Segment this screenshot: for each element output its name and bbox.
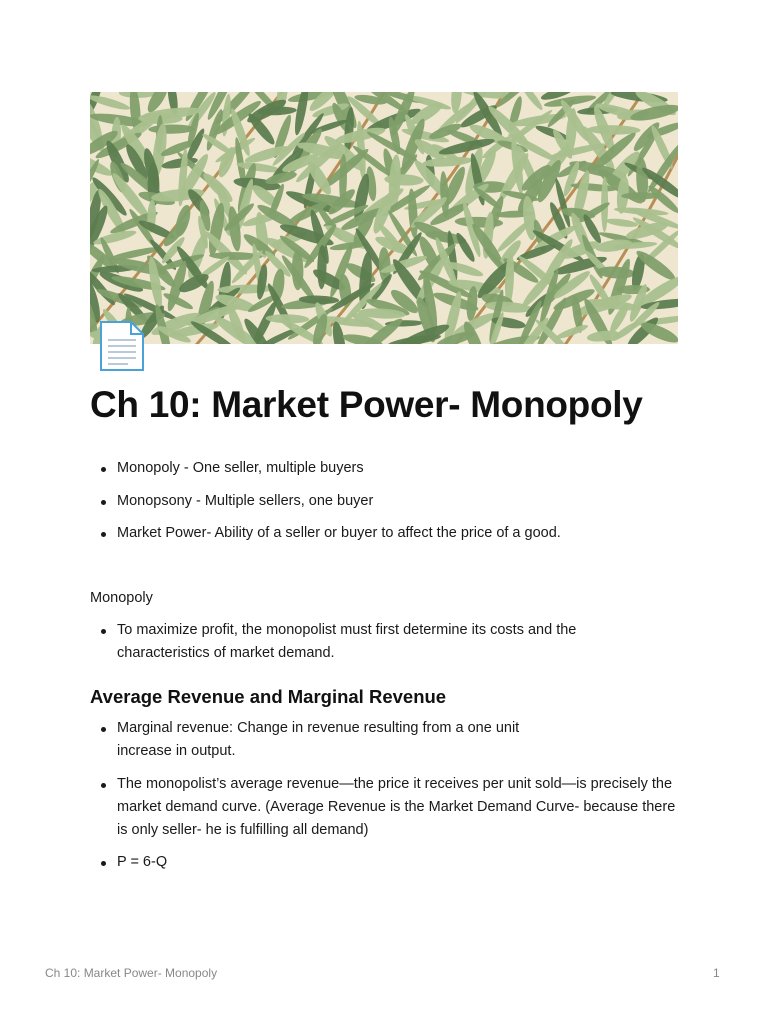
document-icon — [98, 320, 146, 372]
cover-image — [90, 92, 678, 344]
intro-list — [90, 457, 680, 555]
list-item: P = 6-Q — [90, 851, 680, 874]
list-item: The monopolist’s average revenue—the price it receives per unit sold—is precisely the market demand curve. (Average Revenue is the Market Demand Curve- because there is only seller- he is fulfilling all demand) — [90, 773, 680, 842]
list-item: Marginal revenue: Change in revenue resulting from a one unit increase in output. — [90, 717, 547, 763]
willow-pattern — [90, 92, 678, 344]
page-title: Ch 10: Market Power- Monopoly — [90, 384, 643, 425]
willow-leaf — [555, 323, 589, 341]
list-item: Monopsony - Multiple sellers, one buyer — [90, 490, 680, 513]
footer-doc-title: Ch 10: Market Power- Monopoly — [45, 966, 218, 980]
footer-page-number: 1 — [713, 966, 720, 980]
list-item: Monopoly - One seller, multiple buyers — [90, 457, 680, 480]
monopoly-list — [90, 619, 610, 675]
list-item: To maximize profit, the monopolist must first determine its costs and the characteristics of market demand. — [90, 619, 610, 665]
list-item: Market Power- Ability of a seller or buyer to affect the price of a good. — [90, 522, 680, 545]
monopoly-label: Monopoly — [90, 590, 153, 606]
revenue-list — [90, 717, 680, 884]
section-heading: Average Revenue and Marginal Revenue — [90, 686, 447, 707]
willow-leaf — [148, 124, 195, 134]
